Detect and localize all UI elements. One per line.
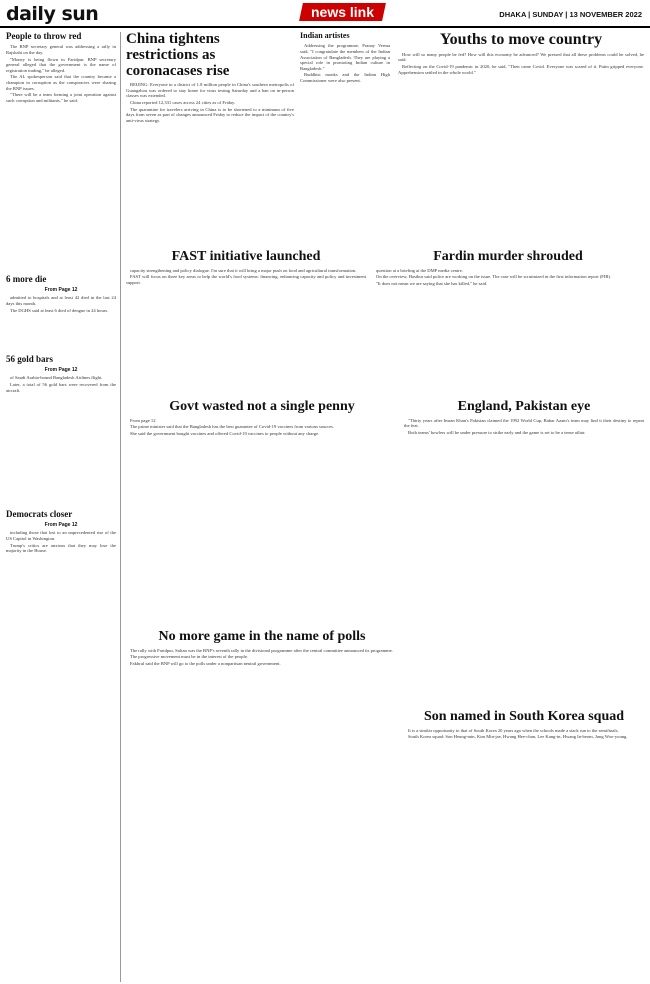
article-body	[404, 728, 644, 740]
article-no-more-game	[126, 630, 398, 980]
article-son-named	[404, 710, 644, 980]
article-fardin-murder	[372, 250, 644, 400]
headline: Son named in South Korea squad	[423, 710, 625, 724]
headline: China tightens restrictions as coronacases rise	[126, 32, 230, 79]
headline: FAST initiative launched	[171, 250, 321, 264]
headline: People to throw red	[6, 32, 82, 41]
paragraph: The AL spokesperson said that the country became a champion in corruption as the conspiracies were sharing the BNP issues.	[6, 74, 116, 91]
section-tag	[299, 3, 386, 21]
paragraph: Fakhrul said the BNP will go to the polls under a nonpartisan neutral government.	[130, 660, 281, 666]
section-tag-label: news link	[311, 4, 375, 20]
headline: England, Pakistan eye	[457, 400, 591, 414]
paragraph: "Money is being flown in Faridpur. BNP secretary general alleged that the government is the name of registration trading," he alleged.	[6, 56, 116, 73]
headline: Indian artistes	[300, 32, 350, 40]
article-body	[398, 52, 644, 75]
paragraph: "Thirty years after Imran Khan's Pakistan claimed the 1992 World Cup, Babar Azam's team may find it their destiny to repeat the feat.	[404, 417, 644, 429]
article-body	[6, 295, 116, 313]
paragraph: Addressing the programme, Pranay Verma said, "I congratulate the members of the Indian Association of Bangladesh. They are playing a special role in promoting Indian culture in Bangladesh."	[300, 43, 390, 71]
article-youths	[398, 32, 644, 232]
paragraph: Reflecting on the Covid-19 pandemic in 2020, he said, "Then came Covid. Everyone was scared of it. Putin gripped everyone. Apprehension settled in the whole world."	[398, 63, 644, 75]
headline: Youths to move country	[439, 32, 603, 48]
paragraph: of Saudi Arabia-bound Bangladesh Airlines flight.	[10, 375, 103, 381]
paragraph: Later, a total of 56 gold bars were recovered from the aircraft.	[6, 382, 116, 393]
paragraph: question at a briefing at the DMP media centre.	[376, 267, 463, 273]
paragraph: The DGHS said at least 6 died of dengue in 24 hours.	[10, 307, 109, 313]
headline: Fardin murder shrouded	[433, 250, 583, 264]
paragraph: Trump's critics are anxious that they may lose the majority in the House.	[6, 542, 116, 554]
paragraph: From page 12	[130, 417, 156, 423]
column-rule	[120, 32, 121, 982]
paragraph: How will so many people be fed? How will this economy be advanced? We pressed that all these problems could be solved, he said.	[398, 51, 644, 63]
paragraph: admitted to hospitals and at least 42 died in the last 24 days this month.	[6, 295, 116, 307]
paragraph: It is a similar opportunity to that of South Korea 20 years ago when the schools made a stack run to the semifinals.	[408, 727, 619, 733]
paragraph: The quarantine for travelers arriving in China is to be shortened to a minimum of five days from seven as part of changes announced Friday to reduce the impact of the country's anti-virus strategy.	[126, 106, 294, 123]
article-6-more-die	[6, 275, 116, 355]
paragraph: South Korea squad: Son Heung-min, Kim Min-jae, Hwang Hee-chan, Lee Kang-in, Hwang In-beom, Jung Woo-young.	[408, 734, 628, 740]
article-fast	[126, 250, 366, 400]
paragraph: The prime minister said that the Bangladesh has the best guarantee of Covid-19 vaccines from various sources.	[130, 424, 334, 430]
article-indian-artistes	[300, 32, 390, 232]
paragraph: The BNP secretary general was addressing a rally in Rajshahi on the day.	[6, 44, 116, 56]
paragraph: China reported 12,331 cases across 24 cities as of Friday.	[130, 100, 236, 106]
paragraph: FAST will focus on three key areas to help the world's food systems: financing, enhancing capacity and policy and investment support.	[126, 274, 366, 285]
article-body	[6, 44, 116, 103]
continued-from: From Page 12	[44, 522, 78, 529]
continued-from: From Page 12	[44, 367, 78, 374]
article-body	[372, 268, 644, 287]
paragraph: On the overview, Hasibur said police are working on the issue. The case will be scrutinized in the first information report (FIR).	[376, 274, 612, 280]
paragraph: Both teams' bowlers will be under pressure to strike early and the game is set to be a tense affair.	[408, 429, 586, 435]
paragraph: including those that lost to an unprecedented rise of the US Capitol in Washington.	[6, 530, 116, 542]
paragraph: "It does not mean we are saying that she has killed," he said.	[376, 280, 488, 286]
article-govt-wasted	[126, 400, 398, 600]
masthead	[0, 0, 650, 28]
newspaper-logo: daily sun	[6, 3, 99, 25]
article-china	[126, 32, 294, 162]
headline: Govt wasted not a single penny	[169, 400, 355, 414]
paragraph: "There will be a team forming a joint operation against such corruption and militants," he said.	[6, 92, 116, 103]
headline: 6 more die	[6, 275, 47, 284]
article-democrats-closer	[6, 510, 116, 980]
paragraph: capacity strengthening and policy dialogue. I'm sure that it will bring a major push on food and agricultural transformation.	[130, 267, 357, 273]
headline: Democrats closer	[6, 510, 73, 519]
continued-from: From Page 12	[44, 287, 78, 294]
article-body	[404, 418, 644, 436]
article-56-gold-bars	[6, 355, 116, 495]
dateline: DHAKA | SUNDAY | 13 NOVEMBER 2022	[499, 10, 642, 19]
paragraph: She said the government bought vaccines and offered Covid-19 vaccines to people without any charge.	[130, 430, 320, 436]
article-body	[126, 268, 366, 286]
headline: No more game in the name of polls	[158, 630, 366, 644]
paragraph: The rally with Faridpur, Sultan was the BNP's seventh rally in the divisional programme after the central committee announced its programme.	[130, 647, 393, 653]
article-body	[126, 82, 294, 123]
paragraph: BEIJING: Everyone in a district of 1.8 million people in China's southern metropolis of Guangzhou was ordered to stay home for virus testing Saturday and a ban on in-person classes was extended.	[126, 82, 294, 99]
paragraph: The progressive movement must be in the interest of the people.	[130, 654, 249, 660]
headline: 56 gold bars	[6, 355, 54, 364]
article-body	[126, 418, 398, 437]
article-people-to-throw	[6, 32, 116, 272]
article-england-pakistan	[404, 400, 644, 600]
paragraph: Buddhist monks and the Indian High Commissioner were also present.	[300, 72, 390, 83]
article-body	[6, 375, 116, 393]
article-body	[126, 648, 398, 667]
article-body	[300, 43, 390, 83]
article-body	[6, 530, 116, 553]
